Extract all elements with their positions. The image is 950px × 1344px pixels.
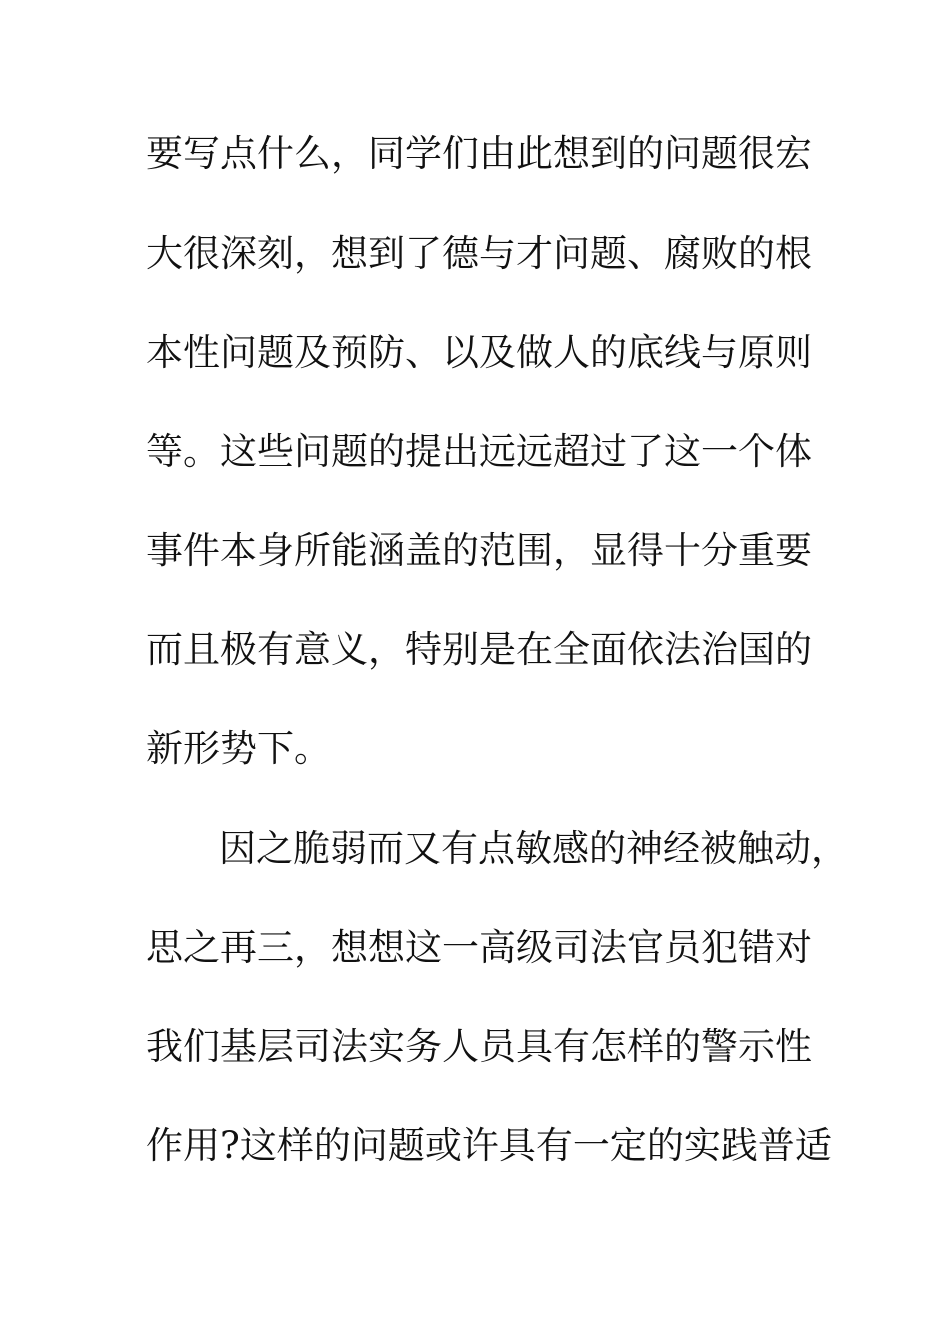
text-line: 新形势下。 (146, 727, 331, 770)
text-line: 等。这些问题的提出远远超过了这一个体 (146, 430, 812, 473)
text-line: 事件本身所能涵盖的范围，显得十分重要 (146, 529, 812, 572)
text-line: 大很深刻，想到了德与才问题、腐败的根 (146, 232, 812, 275)
text-line: 我们基层司法实务人员具有怎样的警示性 (146, 1025, 812, 1068)
text-line: 而且极有意义，特别是在全面依法治国的 (146, 628, 812, 671)
text-line: 作用?这样的问题或许具有一定的实践普适 (146, 1124, 832, 1167)
paragraph-first-line: 因之脆弱而又有点敏感的神经被触动， (219, 827, 848, 870)
text-line: 思之再三，想想这一高级司法官员犯错对 (146, 926, 812, 969)
text-line: 要写点什么，同学们由此想到的问题很宏 (146, 132, 812, 175)
text-line: 本性问题及预防、以及做人的底线与原则 (146, 331, 812, 374)
